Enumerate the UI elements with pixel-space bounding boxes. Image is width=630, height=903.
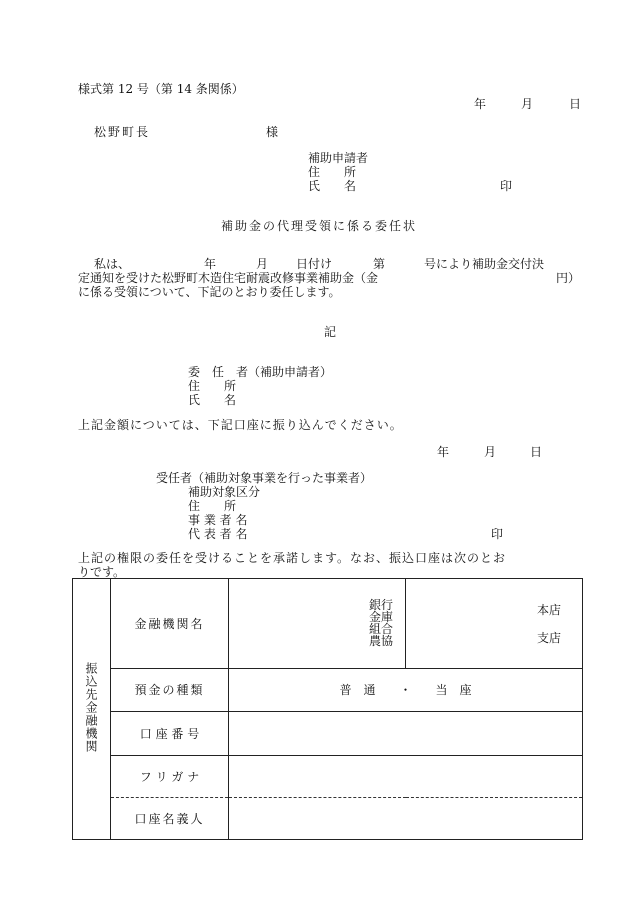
body-line2: 定通知を受けた松野町木造住宅耐震改修事業補助金（金 xyxy=(78,271,379,285)
applicant-seal: 印 xyxy=(500,179,513,193)
delegator-address-label: 住 所 xyxy=(188,379,237,393)
applicant-title: 補助申請者 xyxy=(308,151,369,165)
addressee: 松野町長 xyxy=(94,125,151,139)
acceptance-line2: りです。 xyxy=(78,565,126,579)
body-no: 第 xyxy=(373,257,386,271)
branch-name-cell[interactable] xyxy=(406,579,583,669)
delegator-name-label: 氏 名 xyxy=(188,393,237,407)
deposit-type-label: 預金の種類 xyxy=(111,669,229,711)
date-month-label: 月 xyxy=(521,97,534,111)
document-title: 補助金の代理受領に係る委任状 xyxy=(221,219,418,233)
institution-label: 金融機関名 xyxy=(111,579,229,669)
institution-types xyxy=(369,599,393,647)
branch-type-main: 本店 xyxy=(537,603,562,617)
institution-name-cell[interactable] xyxy=(229,579,406,669)
bank-side-label-cell xyxy=(73,579,111,840)
delegatee-business-name: 事 業 者 名 xyxy=(188,513,248,527)
institution-type-nokyo: 農協 xyxy=(369,634,394,648)
deposit-type-options[interactable]: 普 通 ・ 当 座 xyxy=(229,669,583,711)
delegatee-title: 受任者（補助対象事業を行った事業者） xyxy=(156,471,373,485)
applicant-name-label: 氏 名 xyxy=(308,179,357,193)
acceptance-line1: 上記の権限の委任を受けることを承諾します。なお、振込口座は次のとお xyxy=(78,551,507,565)
transfer-request: 上記金額については、下記口座に振り込んでください。 xyxy=(78,418,403,432)
delegatee-category: 補助対象区分 xyxy=(188,485,261,499)
branch-type-branch: 支店 xyxy=(537,631,562,645)
mid-date-day: 日 xyxy=(530,445,543,459)
institution-type-bank: 銀行 xyxy=(369,598,394,612)
body-month: 月 xyxy=(256,257,269,271)
institution-type-shinkin: 金庫 xyxy=(369,610,394,624)
mid-date-month: 月 xyxy=(484,445,497,459)
account-holder-label: 口座名義人 xyxy=(111,797,229,839)
body-line2-yen: 円） xyxy=(556,271,581,285)
account-holder-field[interactable] xyxy=(229,797,583,839)
body-line1-start: 私は、 xyxy=(94,257,131,271)
delegator-title: 委 任 者（補助申請者） xyxy=(188,365,333,379)
date-year-label: 年 xyxy=(474,97,487,111)
account-number-label: 口 座 番 号 xyxy=(111,711,229,755)
body-line1-rest: 号により補助金交付決 xyxy=(424,257,545,271)
body-year: 年 xyxy=(204,257,217,271)
ki-heading: 記 xyxy=(324,325,337,339)
delegatee-representative: 代 表 者 名 xyxy=(188,527,248,541)
delegatee-address-label: 住 所 xyxy=(188,499,237,513)
mid-date-year: 年 xyxy=(437,445,450,459)
bank-side-label: 振込先金融機関 xyxy=(84,662,98,753)
form-number: 様式第 12 号（第 14 条関係） xyxy=(78,82,244,96)
account-number-field[interactable] xyxy=(229,711,583,755)
date-day-label: 日 xyxy=(569,97,582,111)
furigana-field[interactable] xyxy=(229,755,583,797)
applicant-address-label: 住 所 xyxy=(308,165,357,179)
addressee-honorific: 様 xyxy=(266,125,279,139)
body-line3: に係る受領について、下記のとおり委任します。 xyxy=(78,285,341,299)
delegatee-seal: 印 xyxy=(491,527,504,541)
bank-account-table xyxy=(72,578,583,840)
furigana-label: フ リ ガ ナ xyxy=(111,755,229,797)
body-day: 日付け xyxy=(296,257,333,271)
institution-type-kumiai: 組合 xyxy=(369,622,394,636)
